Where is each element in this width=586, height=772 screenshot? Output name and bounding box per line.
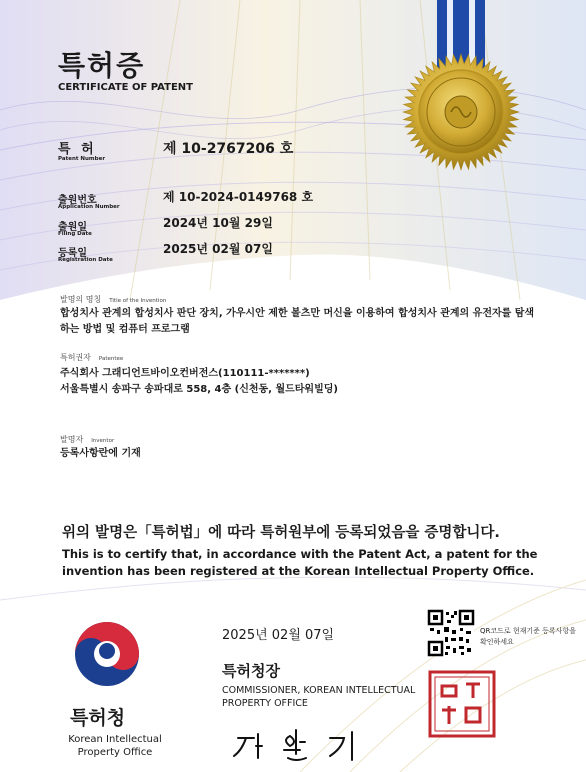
registration-date-label: 등록일 [58,248,87,259]
gold-seal [403,54,519,170]
certification-statement-en: This is to certify that, in accordance with the Patent Act, a patent for the invention has been registered at the Korean Intellectual Property Office. [62,547,538,578]
certification-statement-ko: 위의 발명은「특허법」에 따라 특허원부에 등록되었음을 증명합니다. [62,525,500,541]
office-name-en: Korean Intellectual Property Office [68,734,162,758]
qr-code [428,610,474,656]
registration-date-value: 2025년 02월 07일 [163,242,273,256]
patentee-label-en: Patentee [98,356,124,362]
certificate-subtitle: CERTIFICATE OF PATENT [58,82,193,93]
patent-number-label-en: Patent Number [58,156,106,162]
patentee-address: 서울특별시 송파구 송파대로 558, 4층 (신천동, 월드타워빌딩) [60,384,338,395]
filing-date-value: 2024년 10월 29일 [163,216,273,230]
invention-title: 합성치사 관계의 합성치사 판단 장치, 가우시안 제한 볼츠만 머신을 이용하여 합성치사 관계의 유전자를 탐색하는 방법 및 컴퓨터 프로그램 [60,308,535,335]
filing-date-label: 출원일 [58,222,87,233]
invention-label-ko: 발명의 명칭 [60,295,102,304]
patentee-name: 주식회사 그래디언트바이오컨버전스(110111-*******) [60,368,310,379]
inventor-label-ko: 발명자 [60,435,84,444]
application-number-value: 제 10-2024-0149768 호 [163,190,314,204]
inventor-value: 등록사항란에 기재 [60,448,141,459]
kipo-logo [75,622,139,686]
invention-label [60,294,166,305]
commissioner-title-ko: 특허청장 [222,662,280,680]
patent-number-label: 특 허 [58,142,97,157]
registration-date-label-en: Registration Date [58,257,113,263]
inventor-label [60,434,114,445]
application-number-label-en: Application Number [58,204,120,210]
commissioner-title-en: COMMISSIONER, KOREAN INTELLECTUAL PROPERTY OFFICE [222,685,416,709]
office-name-ko: 특허청 [70,707,126,729]
patent-number-value: 제 10-2767206 호 [163,141,294,157]
filing-date-label-en: Filing Date [58,231,92,237]
patentee-label-ko: 특허권자 [60,353,91,362]
qr-note: QR코드로 현재기준 등록사항을 확인하세요 [480,627,576,646]
patentee-label [60,352,123,363]
issue-date: 2025년 02월 07일 [222,628,335,643]
invention-label-en: Title of the Invention [109,298,167,304]
certificate-title: 특허증 [58,49,146,82]
application-number-label: 출원번호 [58,195,97,206]
handwritten-signature [234,730,352,760]
inventor-label-en: Inventor [91,438,115,444]
